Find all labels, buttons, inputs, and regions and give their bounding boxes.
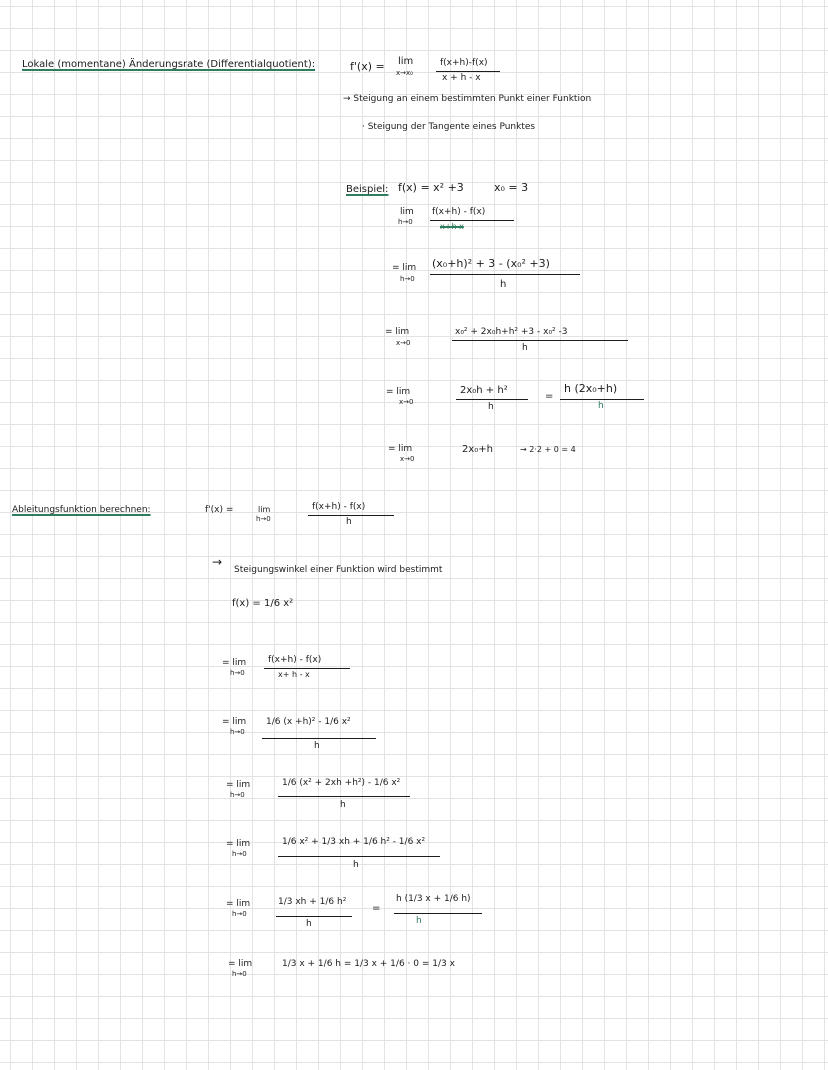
derivative-lim-sub: h→0 bbox=[256, 515, 271, 523]
example-label: Beispiel: bbox=[346, 184, 389, 195]
definition-numerator: f(x+h)-f(x) bbox=[440, 58, 488, 68]
arrow-icon: → bbox=[212, 555, 223, 569]
ex1-step4-sub: x→0 bbox=[399, 398, 414, 406]
ex2-step2-sub: h→0 bbox=[230, 728, 245, 736]
ex1-step4-bar bbox=[456, 399, 528, 400]
definition-lim-sub: x→x₀ bbox=[396, 69, 413, 77]
ex1-step1-den: x+h x bbox=[440, 222, 464, 231]
ex1-step2-sub: h→0 bbox=[400, 275, 415, 283]
ex2-step4-lim: = lim bbox=[226, 839, 251, 849]
ex2-step5-rbar bbox=[394, 913, 482, 914]
ex2-step3-num: 1/6 (x² + 2xh +h²) - 1/6 x² bbox=[282, 778, 401, 788]
ex2-step3-sub: h→0 bbox=[230, 791, 245, 799]
ex1-step2-lim: = lim bbox=[392, 263, 417, 273]
ex1-step2-bar bbox=[430, 274, 580, 275]
ex2-step5-eq: = bbox=[372, 903, 381, 914]
ex2-step3-lim: = lim bbox=[226, 780, 251, 790]
ex1-step1-lim: lim bbox=[400, 207, 414, 217]
ex1-step1-bar bbox=[430, 220, 514, 221]
derivative-lim: lim bbox=[258, 505, 271, 514]
ex2-step5-sub: h→0 bbox=[232, 910, 247, 918]
ex1-step3-lim: = lim bbox=[385, 327, 410, 337]
ex2-step3-bar bbox=[278, 796, 410, 797]
ex1-step5-result: → 2·2 + 0 = 4 bbox=[520, 445, 576, 454]
ex1-step3-den: h bbox=[522, 343, 528, 353]
note-slope-angle: Steigungswinkel einer Funktion wird bestimmt bbox=[234, 565, 443, 575]
derivative-numerator: f(x+h) - f(x) bbox=[312, 502, 366, 512]
ex1-step4-num: 2x₀h + h² bbox=[460, 385, 508, 396]
ex1-step4-lim: = lim bbox=[386, 387, 411, 397]
ex1-step4-eq: = bbox=[545, 391, 554, 402]
heading-derivative-function: Ableitungsfunktion berechnen: bbox=[12, 505, 151, 515]
heading-local-rate: Lokale (momentane) Änderungsrate (Differentialquotient): bbox=[22, 59, 316, 70]
ex2-step5-rden: h bbox=[416, 916, 422, 926]
ex2-step4-sub: h→0 bbox=[232, 850, 247, 858]
ex2-step5-num: 1/3 xh + 1/6 h² bbox=[278, 897, 347, 907]
definition-fraction-bar bbox=[436, 71, 500, 72]
ex2-step1-bar bbox=[264, 668, 350, 669]
example-x0: x₀ = 3 bbox=[494, 181, 529, 194]
ex2-step2-lim: = lim bbox=[222, 717, 247, 727]
ex2-step3-den: h bbox=[340, 800, 346, 810]
ex2-step1-lim: = lim bbox=[222, 658, 247, 668]
derivative-lhs: f'(x) = bbox=[205, 505, 234, 515]
definition-lim: lim bbox=[398, 56, 414, 67]
note-slope-point: → Steigung an einem bestimmten Punkt einer Funktion bbox=[343, 94, 592, 104]
ex2-step5-lim: = lim bbox=[226, 899, 251, 909]
ex2-step1-den: x+ h - x bbox=[278, 670, 310, 679]
ex1-step4-rden: h bbox=[598, 401, 604, 411]
ex2-step4-bar bbox=[278, 856, 440, 857]
ex2-step5-rnum: h (1/3 x + 1/6 h) bbox=[396, 894, 471, 904]
ex2-step6-sub: h→0 bbox=[232, 970, 247, 978]
ex2-step1-sub: h→0 bbox=[230, 669, 245, 677]
ex1-step4-rnum: h (2x₀+h) bbox=[564, 382, 618, 395]
ex2-step6-expr: 1/3 x + 1/6 h = 1/3 x + 1/6 · 0 = 1/3 x bbox=[282, 959, 455, 969]
ex1-step3-num: x₀² + 2x₀h+h² +3 - x₀² -3 bbox=[455, 327, 568, 337]
derivative-fraction-bar bbox=[308, 515, 394, 516]
ex2-step4-den: h bbox=[353, 860, 359, 870]
ex1-step1-sub: h→0 bbox=[398, 218, 413, 226]
ex1-step3-sub: x→0 bbox=[396, 339, 411, 347]
ex1-step5-sub: x→0 bbox=[400, 455, 415, 463]
ex2-step2-num: 1/6 (x +h)² - 1/6 x² bbox=[266, 717, 351, 727]
ex2-step2-bar bbox=[262, 738, 376, 739]
ex1-step2-num: (x₀+h)² + 3 - (x₀² +3) bbox=[432, 257, 550, 270]
ex2-step4-num: 1/6 x² + 1/3 xh + 1/6 h² - 1/6 x² bbox=[282, 837, 426, 847]
ex2-step2-den: h bbox=[314, 741, 320, 751]
ex1-step4-den: h bbox=[488, 402, 494, 412]
ex2-step1-num: f(x+h) - f(x) bbox=[268, 655, 322, 665]
ex1-step3-bar bbox=[452, 340, 628, 341]
ex2-step5-den: h bbox=[306, 919, 312, 929]
ex1-step1-num: f(x+h) - f(x) bbox=[432, 207, 486, 217]
definition-lhs: f'(x) = bbox=[350, 60, 385, 73]
example-function: f(x) = x² +3 bbox=[398, 181, 464, 194]
ex1-step5-lim: = lim bbox=[388, 444, 413, 454]
ex1-step4-rbar bbox=[560, 399, 644, 400]
example2-function: f(x) = 1/6 x² bbox=[232, 598, 294, 609]
ex1-step5-expr: 2x₀+h bbox=[462, 444, 494, 455]
definition-denominator: x + h - x bbox=[442, 73, 481, 83]
ex2-step6-lim: = lim bbox=[228, 959, 253, 969]
ex2-step5-bar bbox=[276, 916, 352, 917]
derivative-denominator: h bbox=[346, 517, 352, 527]
note-slope-tangent: · Steigung der Tangente eines Punktes bbox=[362, 122, 536, 132]
ex1-step2-den: h bbox=[500, 279, 507, 290]
